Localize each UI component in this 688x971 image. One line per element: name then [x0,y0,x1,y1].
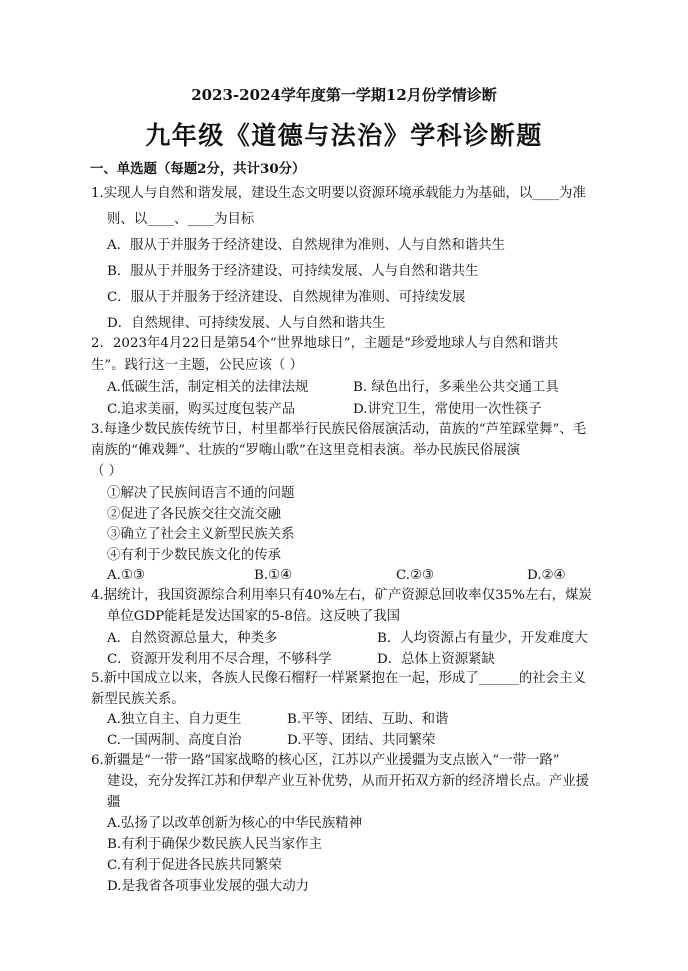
q4-stem-line2: 单位GDP能耗是发达国家的5-8倍。这反映了我国 [107,609,401,624]
q1-stem-line1: 1.实现人与自然和谐发展，建设生态文明要以资源环境承载能力为基础，以____为准 [91,186,586,201]
q5-stem-line1: 5.新中国成立以来，各族人民像石榴籽一样紧紧抱在一起，形成了______的社会主义 [91,671,586,686]
q6-stem-line3: 疆 [107,795,121,810]
q5-option-d: D.平等、团结、共同繁荣 [287,733,436,748]
q2-option-b: B. 绿色出行，多乘坐公共交通工具 [353,380,559,395]
q3-option-a: A.①③ [107,568,145,583]
q2-option-a: A.低碳生活，制定相关的法律法规 [107,380,309,395]
q1-option-a: A．服从于并服务于经济建设、自然规律为准则、人与自然和谐共生 [107,238,505,253]
q3-stem-line3: （ ） [91,464,123,479]
q3-statement-1: ①解决了民族间语言不通的问题 [107,486,295,501]
exam-subject-title: 九年级《道德与法治》学科诊断题 [145,121,543,150]
q3-option-b: B.①④ [254,568,293,583]
q3-stem-line1: 3.每逢少数民族传统节日，村里都举行民族民俗展演活动，苗族的“芦笙踩堂舞”、毛 [91,422,587,437]
q5-option-c: C.一国两制、高度自治 [107,733,242,748]
q5-stem-line2: 新型民族关系。 [91,692,185,707]
q6-stem-line1: 6.新疆是“一带一路”国家战略的核心区，江苏以产业援疆为支点嵌入“一带一路” [91,753,560,768]
q4-stem-line1: 4.据统计，我国资源综合利用率只有40%左右，矿产资源总回收率仅35%左右，煤炭 [91,588,592,603]
q1-stem-line2: 则、以____、____为目标 [107,212,255,227]
q2-stem-line1: 2．2023年4月22日是第54个“世界地球日”，主题是“珍爱地球人与自然和谐共 [91,336,559,351]
q3-statement-2: ②促进了各民族交往交流交融 [107,507,282,522]
exam-period-title: 2023-2024学年度第一学期12月份学情诊断 [191,86,497,104]
q2-option-c: C.追求美丽，购买过度包装产品 [107,402,296,417]
q6-option-d: D.是我省各项事业发展的强大动力 [107,879,309,894]
q3-option-d: D.②④ [527,568,566,583]
q4-option-a: A．自然资源总量大，种类多 [107,631,278,646]
q4-option-b: B．人均资源占有量少，开发难度大 [377,631,588,646]
q2-stem-line2: 生”。践行这一主题，公民应该（ ） [91,358,303,373]
q3-statement-3: ③确立了社会主义新型民族关系 [107,527,295,542]
q6-option-c: C.有利于促进各民族共同繁荣 [107,858,282,873]
q3-option-c: C.②③ [396,568,435,583]
q5-option-a: A.独立自主、自力更生 [107,712,242,727]
q1-option-c: C．服从于并服务于经济建设、自然规律为准则、可持续发展 [107,290,466,305]
q6-option-a: A.弘扬了以改革创新为核心的中华民族精神 [107,816,362,831]
q6-stem-line2: 建设，充分发挥江苏和伊犁产业互补优势，从而开拓双方新的经济增长点。产业援 [107,774,590,789]
q3-stem-line2: 南族的“傩戏舞”、壮族的“罗嗨山歌”在这里竞相表演。举办民族民俗展演 [91,443,521,458]
q5-option-b: B.平等、团结、互助、和谐 [287,712,449,727]
q6-option-b: B.有利于确保少数民族人民当家作主 [107,837,322,852]
q3-statement-4: ④有利于少数民族文化的传承 [107,548,282,563]
q4-option-d: D．总体上资源紧缺 [377,652,495,667]
q1-option-d: D．自然规律、可持续发展、人与自然和谐共生 [107,316,386,331]
q2-option-d: D.讲究卫生，常使用一次性筷子 [353,402,542,417]
q1-option-b: B．服从于并服务于经济建设、可持续发展、人与自然和谐共生 [107,264,479,279]
q4-option-c: C．资源开发利用不尽合理，不够科学 [107,652,332,667]
section-heading: 一、单选题（每题2分，共计30分） [90,161,306,177]
